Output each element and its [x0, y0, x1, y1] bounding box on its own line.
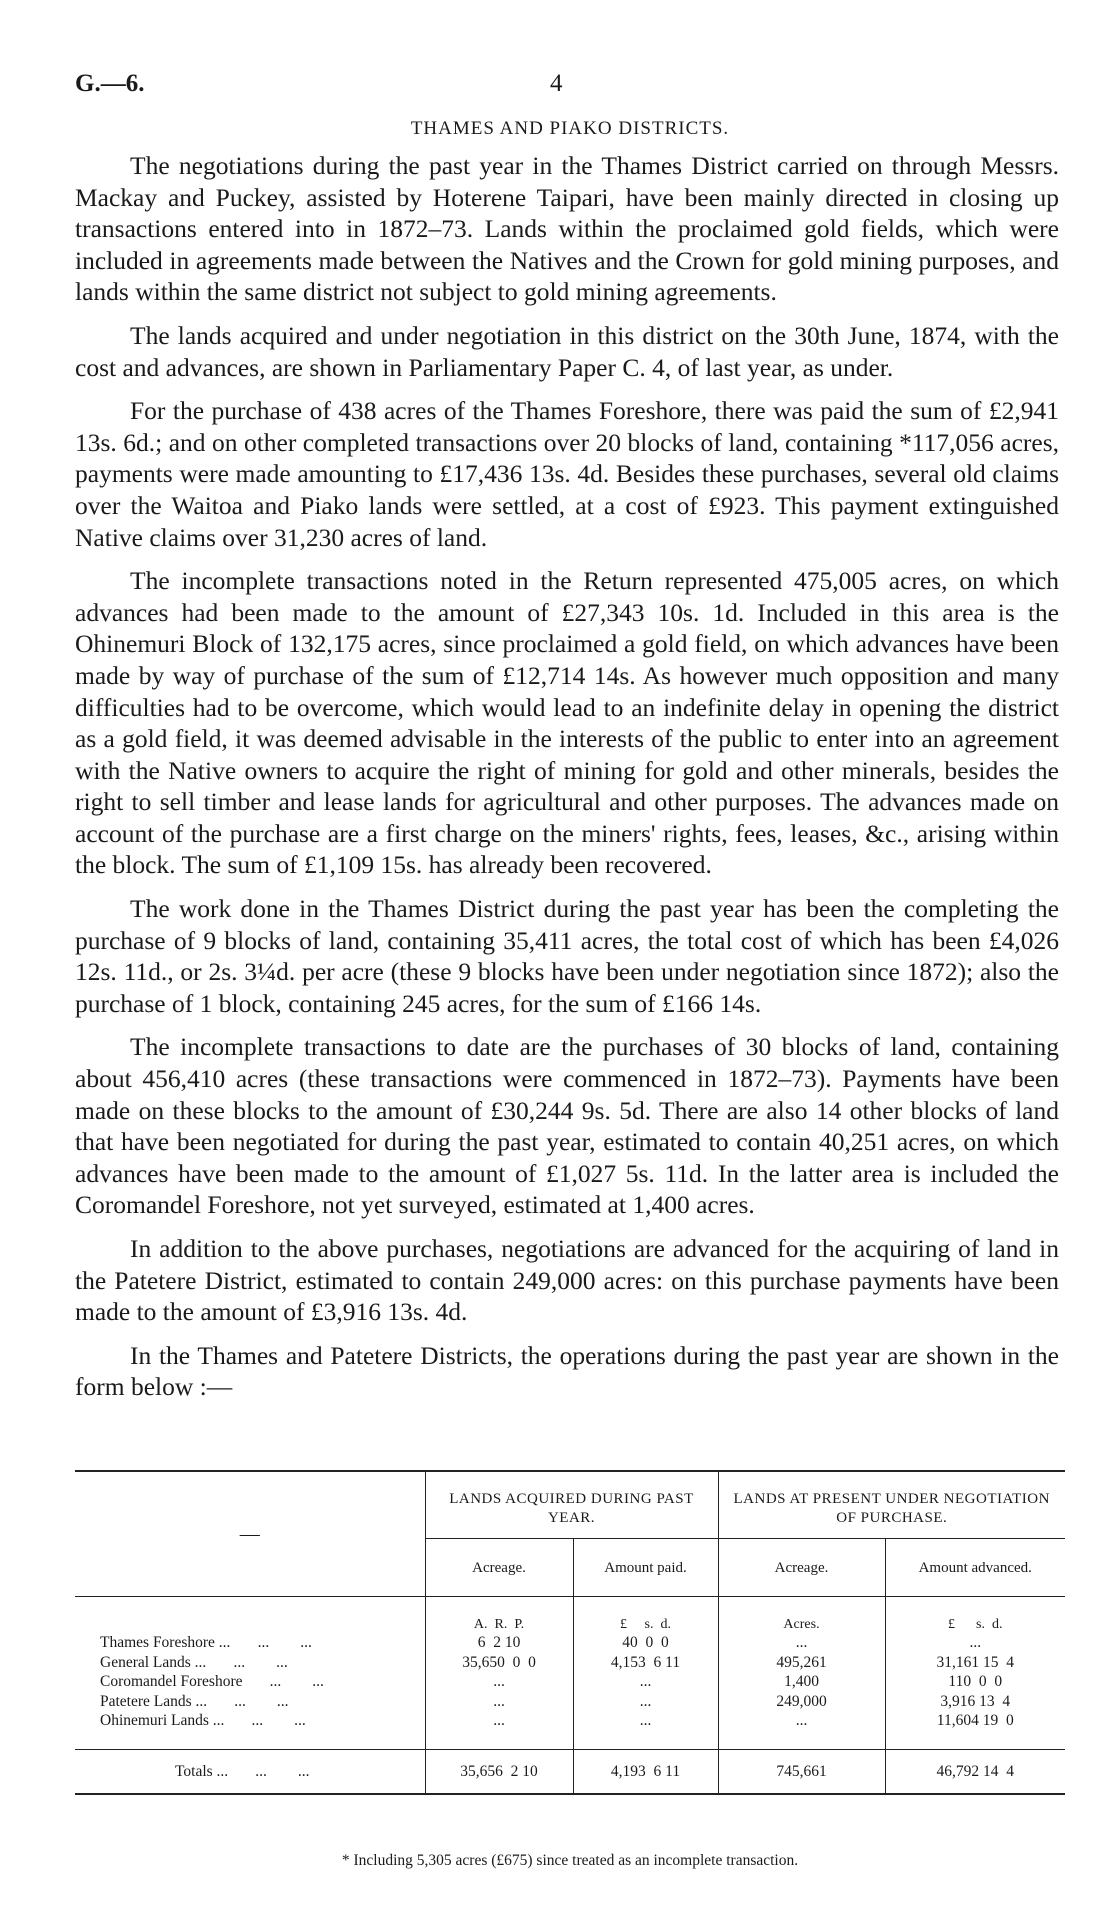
cell-acreage-negotiation: 495,261	[718, 1653, 885, 1673]
cell-amount-paid: 40 0 0	[573, 1633, 718, 1653]
page-number: 4	[550, 70, 563, 97]
table-row	[75, 1653, 1065, 1673]
cell-acreage-negotiation: 1,400	[718, 1672, 885, 1692]
units-acreage-negotiation: Acres.	[718, 1597, 885, 1634]
paragraph: The negotiations during the past year in the Thames District carried on through Messrs. Mackay and Puckey, assisted by Hoterene Taipari, have been mainly directed in closing up transactions entered into in 1872–73. Lands within the proclaimed gold fields, which were included in agreements made between the Natives and the Crown for gold mining purposes, and lands within the same district not subject to gold mining agreements.	[75, 151, 1059, 307]
cell-amount-advanced: 31,161 15 4	[885, 1653, 1065, 1673]
cell-acreage: ...	[425, 1692, 573, 1712]
header-lands-acquired: LANDS ACQUIRED DURING PAST YEAR.	[425, 1471, 718, 1539]
row-label: Ohinemuri Lands ...	[100, 1712, 225, 1729]
row-leader-dots: ... ...	[251, 1712, 306, 1729]
col-header-acreage: Acreage.	[425, 1539, 573, 1597]
row-leader-dots: ... ...	[234, 1692, 289, 1710]
row-leader-dots: ... ...	[257, 1634, 312, 1651]
cell-acreage-negotiation: ...	[718, 1711, 885, 1749]
cell-amount-advanced: 3,916 13 4	[885, 1692, 1065, 1712]
paragraph: In the Thames and Patetere Districts, the operations during the past year are shown in the form below :—	[75, 1340, 1059, 1402]
paragraph: In addition to the above purchases, negotiations are advanced for the acquiring of land in the Patetere District, estimated to contain 249,000 acres: on this purchase payments have been made to the amount of £3,916 13s. 4d.	[75, 1234, 1059, 1327]
cell-amount-paid: ...	[573, 1672, 718, 1692]
cell-acreage: 6 2 10	[425, 1633, 573, 1653]
cell-amount-paid: ...	[573, 1692, 718, 1712]
paragraph: The incomplete transactions noted in the Return represented 475,005 acres, on which advances had been made to the amount of £27,343 10s. 1d. Included in this area is the Ohinemuri Block of 132,175 acres, since proclaimed a gold field, on which advances have been made by way of purchase of the sum of £12,714 14s. As however much opposition and many difficulties had to be overcome, which would lead to an indefinite delay in opening the district as a gold field, it was deemed advisable in the interests of the public to enter into an agreement with the Native owners to acquire the right of mining for gold and other minerals, besides the right to sell timber and lease lands for agricultural and other purposes. The advances made on account of the purchase are a first charge on the miners' rights, fees, leases, &c., arising within the block. The sum of £1,109 15s. has already been recovered.	[75, 566, 1059, 880]
totals-label: Totals ...	[175, 1762, 229, 1780]
cell-amount-advanced: 110 0 0	[885, 1672, 1065, 1692]
cell-acreage-negotiation: 249,000	[718, 1692, 885, 1712]
page-header	[75, 70, 1065, 110]
total-amount-paid: 4,193 6 11	[573, 1749, 718, 1794]
table-row	[75, 1692, 1065, 1712]
cell-amount-advanced: 11,604 19 0	[885, 1711, 1065, 1749]
total-amount-advanced: 46,792 14 4	[885, 1749, 1065, 1794]
units-spacer	[75, 1597, 425, 1634]
row-label: Coromandel Foreshore	[100, 1673, 243, 1690]
cell-acreage: ...	[425, 1672, 573, 1692]
col-header-amount-advanced: Amount advanced.	[885, 1539, 1065, 1597]
totals-leader-dots: ... ...	[255, 1762, 310, 1780]
col-header-amount-paid: Amount paid.	[573, 1539, 718, 1597]
paragraph: For the purchase of 438 acres of the Thames Foreshore, there was paid the sum of £2,941 13s. 6d.; and on other completed transactions over 20 blocks of land, containing *117,056 acres, payments were made amounting to £17,436 13s. 4d. Besides these purchases, several old claims over the Waitoa and Piako lands were settled, at a cost of £923. This payment extinguished Native claims over 31,230 acres of land.	[75, 396, 1059, 552]
paragraph: The incomplete transactions to date are the purchases of 30 blocks of land, containing about 456,410 acres (these transactions were commenced in 1872–73). Payments have been made on these blocks to the amount of £30,244 9s. 5d. There are also 14 other blocks of land that have been negotiated for during the past year, estimated to contain 40,251 acres, on which advances have been made to the amount of £1,027 5s. 11d. In the latter area is included the Coromandel Foreshore, not yet surveyed, estimated at 1,400 acres.	[75, 1032, 1059, 1220]
row-leader-dots: ... ...	[269, 1673, 324, 1690]
cell-amount-paid: 4,153 6 11	[573, 1653, 718, 1673]
units-amount-advanced: £ s. d.	[885, 1597, 1065, 1634]
paragraph: The work done in the Thames District during the past year has been the completing the purchase of 9 blocks of land, containing 35,411 acres, the total cost of which has been £4,026 12s. 11d., or 2s. 3¼d. per acre (these 9 blocks have been under negotiation since 1872); also the purchase of 1 block, containing 245 acres, for the sum of £166 14s.	[75, 894, 1059, 1018]
total-acreage: 35,656 2 10	[425, 1749, 573, 1794]
paragraph: The lands acquired and under negotiation in this district on the 30th June, 1874, with the cost and advances, are shown in Parliamentary Paper C. 4, of last year, as under.	[75, 320, 1059, 382]
cell-amount-paid: ...	[573, 1711, 718, 1749]
operations-table	[75, 1470, 1065, 1795]
body-text	[75, 150, 1059, 1415]
table-row	[75, 1672, 1065, 1692]
cell-amount-advanced: ...	[885, 1633, 1065, 1653]
cell-acreage: ...	[425, 1711, 573, 1749]
section-title: THAMES AND PIAKO DISTRICTS.	[410, 118, 730, 139]
col-header-acreage-negotiation: Acreage.	[718, 1539, 885, 1597]
units-acreage: A. R. P.	[425, 1597, 573, 1634]
units-amount-paid: £ s. d.	[573, 1597, 718, 1634]
total-acreage-negotiation: 745,661	[718, 1749, 885, 1794]
operations-table-container	[75, 1470, 1065, 1795]
cell-acreage-negotiation: ...	[718, 1633, 885, 1653]
row-leader-dots: ... ...	[233, 1653, 288, 1671]
row-label: General Lands ...	[100, 1653, 207, 1671]
document-reference: G.—6.	[75, 70, 145, 97]
table-row	[75, 1711, 1065, 1749]
totals-row	[75, 1749, 1065, 1794]
footnote: * Including 5,305 acres (£675) since treated as an incomplete transaction.	[341, 1852, 799, 1869]
table-row	[75, 1633, 1065, 1653]
row-label: Thames Foreshore ...	[100, 1634, 231, 1651]
table-corner: —	[239, 1522, 260, 1545]
row-label: Patetere Lands ...	[100, 1692, 208, 1710]
cell-acreage: 35,650 0 0	[425, 1653, 573, 1673]
header-lands-under-negotiation: LANDS AT PRESENT UNDER NEGOTIATION OF PURCHASE.	[718, 1471, 1065, 1539]
